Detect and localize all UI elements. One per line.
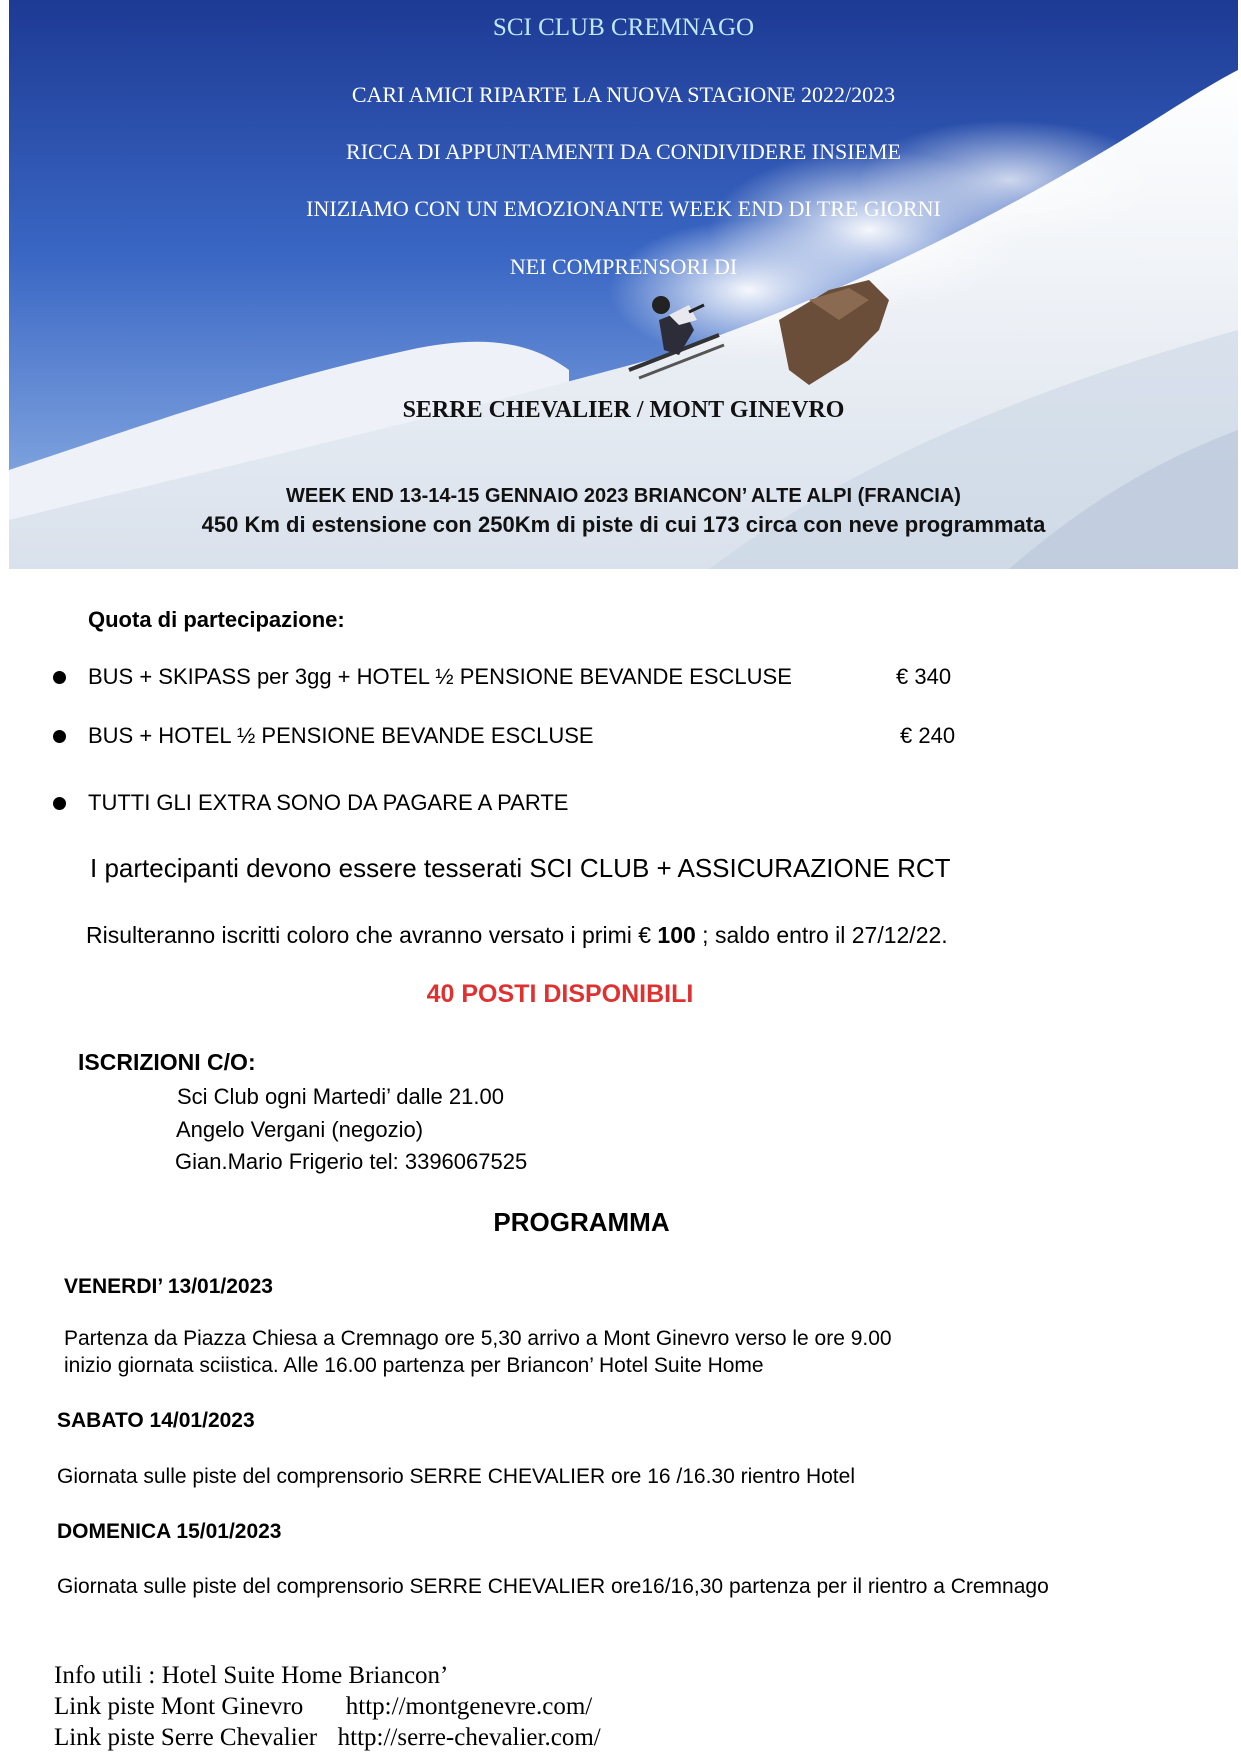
seats-available: 40 POSTI DISPONIBILI (426, 980, 694, 1008)
link-label: Link piste Mont Ginevro (54, 1693, 304, 1720)
pricing-heading: Quota di partecipazione: (88, 607, 345, 632)
link-label: Link piste Serre Chevalier (54, 1724, 318, 1751)
pricing-item-label: BUS + SKIPASS per 3gg + HOTEL ½ PENSIONE BEVANDE ESCLUSE (88, 664, 792, 689)
day-heading: SABATO 14/01/2023 (57, 1409, 255, 1432)
day-description: Giornata sulle piste del comprensorio SERRE CHEVALIER ore16/16,30 partenza per il rientro a Cremnago (57, 1575, 1049, 1598)
day-heading: DOMENICA 15/01/2023 (57, 1520, 282, 1543)
registration-contact: Sci Club ogni Martedi’ dalle 21.00 (177, 1084, 504, 1109)
serre-chevalier-link[interactable]: http://serre-chevalier.com/ (337, 1724, 601, 1751)
intro-line: INIZIAMO CON UN EMOZIONANTE WEEK END DI TRE GIORNI (306, 196, 941, 221)
requirements-text: I partecipanti devono essere tesserati SCI CLUB + ASSICURAZIONE RCT (90, 853, 951, 883)
intro-line: RICCA DI APPUNTAMENTI DA CONDIVIDERE INSIEME (346, 139, 901, 164)
deposit-before: Risulteranno iscritti coloro che avranno versato i primi € (86, 922, 658, 948)
resorts-title: SERRE CHEVALIER / MONT GINEVRO (402, 397, 845, 423)
day-description: Partenza da Piazza Chiesa a Cremnago ore 5,30 arrivo a Mont Ginevro verso le ore 9.00 (64, 1327, 892, 1350)
programma-title: PROGRAMMA (493, 1207, 670, 1237)
deposit-text (86, 922, 948, 949)
info-hotel: Info utili : Hotel Suite Home Briancon’ (54, 1662, 449, 1689)
pricing-item-label: BUS + HOTEL ½ PENSIONE BEVANDE ESCLUSE (88, 723, 594, 748)
pricing-item-price: € 240 (900, 723, 956, 748)
club-name: SCI CLUB CREMNAGO (492, 14, 755, 41)
intro-line: CARI AMICI RIPARTE LA NUOVA STAGIONE 2022/2023 (351, 82, 896, 107)
registration-contact: Gian.Mario Frigerio tel: 3396067525 (175, 1149, 528, 1174)
bullet-icon (53, 671, 66, 684)
registration-contact: Angelo Vergani (negozio) (176, 1117, 424, 1142)
montgenevre-link[interactable]: http://montgenevre.com/ (345, 1693, 593, 1720)
pricing-item-label: TUTTI GLI EXTRA SONO DA PAGARE A PARTE (88, 790, 569, 815)
link-row-serre (54, 1724, 601, 1752)
day-description: Giornata sulle piste del comprensorio SERRE CHEVALIER ore 16 /16.30 rientro Hotel (57, 1465, 855, 1488)
weekend-line: WEEK END 13-14-15 GENNAIO 2023 BRIANCON’ ALTE ALPI (FRANCIA) (286, 485, 961, 507)
day-description: inizio giornata sciistica. Alle 16.00 partenza per Briancon’ Hotel Suite Home (64, 1354, 764, 1377)
registration-heading: ISCRIZIONI C/O: (78, 1049, 256, 1075)
bullet-icon (53, 797, 66, 810)
intro-line: NEI COMPRENSORI DI (509, 254, 738, 279)
extension-line: 450 Km di estensione con 250Km di piste di cui 173 circa con neve programmata (201, 512, 1046, 537)
hero-banner (9, 0, 1238, 569)
day-heading: VENERDI’ 13/01/2023 (64, 1275, 273, 1298)
link-row-montgenevre (54, 1693, 592, 1721)
deposit-after: ; saldo entro il 27/12/22. (695, 922, 948, 948)
pricing-item-price: € 340 (896, 664, 952, 689)
deposit-amount: 100 (657, 922, 696, 948)
bullet-icon (53, 730, 66, 743)
